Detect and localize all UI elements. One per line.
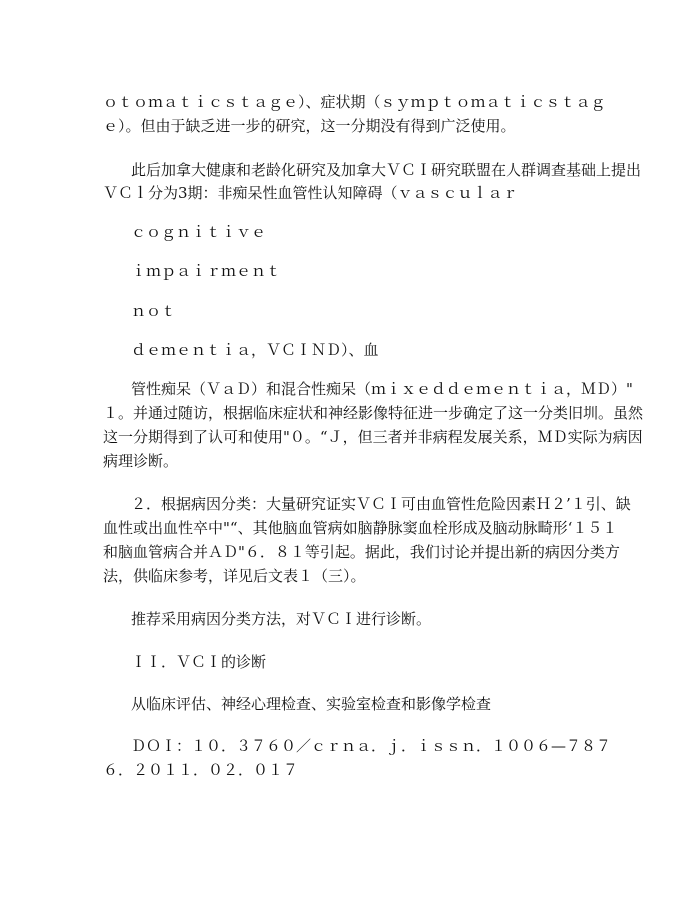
text-line: 从临床评估、神经心理检查、实验室检查和影像学检查 [131,695,492,713]
text-line: 病理诊断。 [103,452,179,470]
text-line: 血性或出血性卒中"“、其他脑血管病如脑静脉窦血栓形成及脑动脉畸形‘１５１ [103,519,618,537]
text-line: ｅ）。但由于缺乏进一步的研究，这一分期没有得到广泛使用。 [103,117,516,135]
text-line: ＶＣｌ分为3期：非痴呆性血管性认知障碍（ｖａｓｃｕｌａｒ [103,184,518,202]
section-heading: ＩＩ．ＶＣＩ的诊断 [131,653,267,671]
text-line: 推荐采用病因分类方法，对ＶＣＩ进行诊断。 [131,610,432,628]
text-line: 和脑血管病合并ＡＤ"６．８１等引起。据此，我们讨论并提出新的病因分类方 [103,543,620,561]
text-line: ｄｅｍｅｎｔｉａ，ＶＣＩＮＤ）、血 [131,341,379,359]
text-line: 法，供临床参考，详见后文表１（三）。 [103,567,366,585]
text-line: 这一分期得到了认可和使用"０。“Ｊ，但三者并非病程发展关系，ＭＤ实际为病因 [103,428,643,446]
text-line: ｎｏｔ [131,302,177,320]
text-line: ｃｏｇｎｉｔｉｖｅ [131,223,267,241]
doi-line: ＤＯＩ：１０．３７６０／ｃｒｎａ．ｊ．ｉｓｓｎ．１００６—７８７ [131,737,612,755]
text-line: １。并通过随访，根据临床症状和神经影像特征进一步确定了这一分类旧圳。虽然 [103,404,644,422]
text-line: 管性痴呆（ＶａＤ）和混合性痴呆（ｍｉｘｅｄｄｅｍｅｎｔｉａ，ＭＤ）" [131,380,633,398]
text-line: ｏｔｏｍａｔｉｃｓｔａｇｅ）、症状期（ｓｙｍｐｔｏｍａｔｉｃｓｔａｇ [103,93,606,111]
text-line: 此后加拿大健康和老龄化研究及加拿大ＶＣＩ研究联盟在人群调查基础上提出 [131,161,642,179]
doi-line: ６．２０１１．０２．０１７ [103,761,299,779]
text-line: ｉｍｐａｉｒｍｅｎｔ [131,262,282,280]
text-line: ２．根据病因分类：大量研究证实ＶＣＩ可由血管性危险因素Ｈ２’１引、缺 [131,495,631,513]
